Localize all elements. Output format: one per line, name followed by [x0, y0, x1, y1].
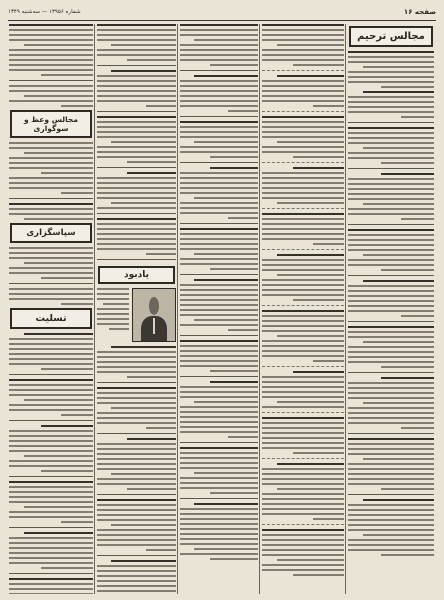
notices-block: [180, 24, 258, 560]
memorial-photo: [132, 288, 176, 342]
column-rule: [94, 24, 95, 594]
heading-tarhim: مجالس ترحیم: [349, 26, 433, 47]
column-2: [262, 24, 344, 594]
memorial-block: [97, 288, 176, 342]
notices-block: [9, 142, 93, 220]
notices-block: [97, 24, 176, 260]
heading-tasliat: تسلیت: [10, 308, 92, 329]
heading-yadbud: یادبود: [98, 266, 175, 284]
notices-block: [348, 51, 434, 556]
notices-block: [9, 333, 93, 594]
notices-block: [9, 24, 93, 107]
masthead: [8, 6, 436, 21]
column-1: [348, 24, 434, 594]
notices-block: [262, 24, 344, 576]
notices-block: [9, 247, 93, 305]
heading-vaaz: مجالس وعظ و سوگواری: [10, 110, 92, 138]
page-number: صفحه ۱۶: [403, 8, 436, 16]
column-rule: [177, 24, 178, 594]
column-rule: [345, 24, 346, 594]
column-3: [180, 24, 258, 594]
column-4: [97, 24, 176, 594]
notices-block: [97, 346, 176, 594]
column-rule: [259, 24, 260, 594]
issue-date: شماره ۱۳۹۵۶ — سه‌شنبه ۱۳۴۹: [8, 9, 81, 15]
heading-sepas: سپاسگزاری: [10, 223, 92, 243]
column-5: [9, 24, 93, 594]
